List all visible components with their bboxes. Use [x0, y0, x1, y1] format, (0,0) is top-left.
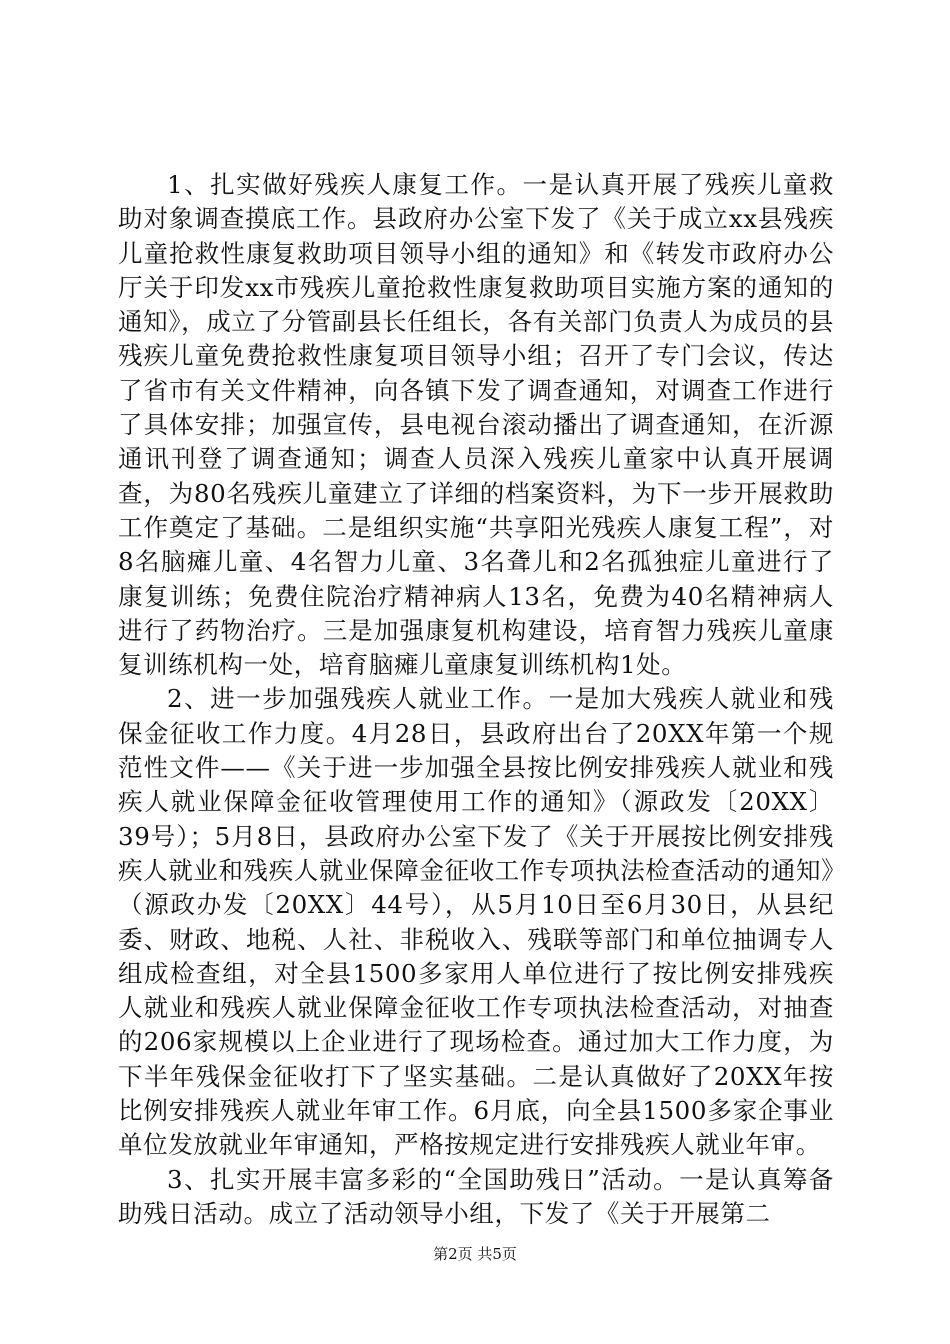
document-body [118, 168, 834, 1231]
page-footer [0, 1244, 950, 1264]
paragraph-disability-day: 3、扎实开展丰富多彩的“全国助残日”活动。一是认真筹备助残日活动。成立了活动领导小组，下发了《关于开展第二 [118, 1164, 834, 1228]
paragraph-rehabilitation: 1、扎实做好残疾人康复工作。一是认真开展了残疾儿童救助对象调查摸底工作。县政府办公室下发了《关于成立xx县残疾儿童抢救性康复救助项目领导小组的通知》和《转发市政府办公厅关于印发xx市残疾儿童抢救性康复救助项目实施方案的通知的通知》，成立了分管副县长任组长，各有关部门负责人为成员的县残疾儿童免费抢救性康复项目领导小组；召开了专门会议，传达了省市有关文件精神，向各镇下发了调查通知，对调查工作进行了具体安排；加强宣传，县电视台滚动播出了调查通知，在沂源通讯刊登了调查通知；调查人员深入残疾儿童家中认真开展调查，为80名残疾儿童建立了详细的档案资料，为下一步开展救助工作奠定了基础。二是组织实施“共享阳光残疾人康复工程”，对8名脑瘫儿童、4名智力儿童、3名聋儿和2名孤独症儿童进行了康复训练；免费住院治疗精神病人13名，免费为40名精神病人进行了药物治疗。三是加强康复机构建设，培育智力残疾儿童康复训练机构一处，培育脑瘫儿童康复训练机构1处。 [118, 170, 834, 680]
page-number-label: 第2页 共5页 [433, 1245, 517, 1263]
paragraph-employment: 2、进一步加强残疾人就业工作。一是加大残疾人就业和残保金征收工作力度。4月28日，县政府出台了20XX年第一个规范性文件——《关于进一步加强全县按比例安排残疾人就业和残疾人就业保障金征收管理使用工作的通知》（源政发〔20XX〕39号）；5月8日，县政府办公室下发了《关于开展按比例安排残疾人就业和残疾人就业保障金征收工作专项执法检查活动的通知》（源政办发〔20XX〕44号），从5月10日至6月30日，从县纪委、财政、地税、人社、非税收入、残联等部门和单位抽调专人组成检查组，对全县1500多家用人单位进行了按比例安排残疾人就业和残疾人就业保障金征收工作专项执法检查活动，对抽查的206家规模以上企业进行了现场检查。通过加大工作力度，为下半年残保金征收打下了坚实基础。二是认真做好了20XX年按比例安排残疾人就业年审工作。6月底，向全县1500多家企事业单位发放就业年审通知，严格按规定进行安排残疾人就业年审。 [118, 684, 834, 1160]
